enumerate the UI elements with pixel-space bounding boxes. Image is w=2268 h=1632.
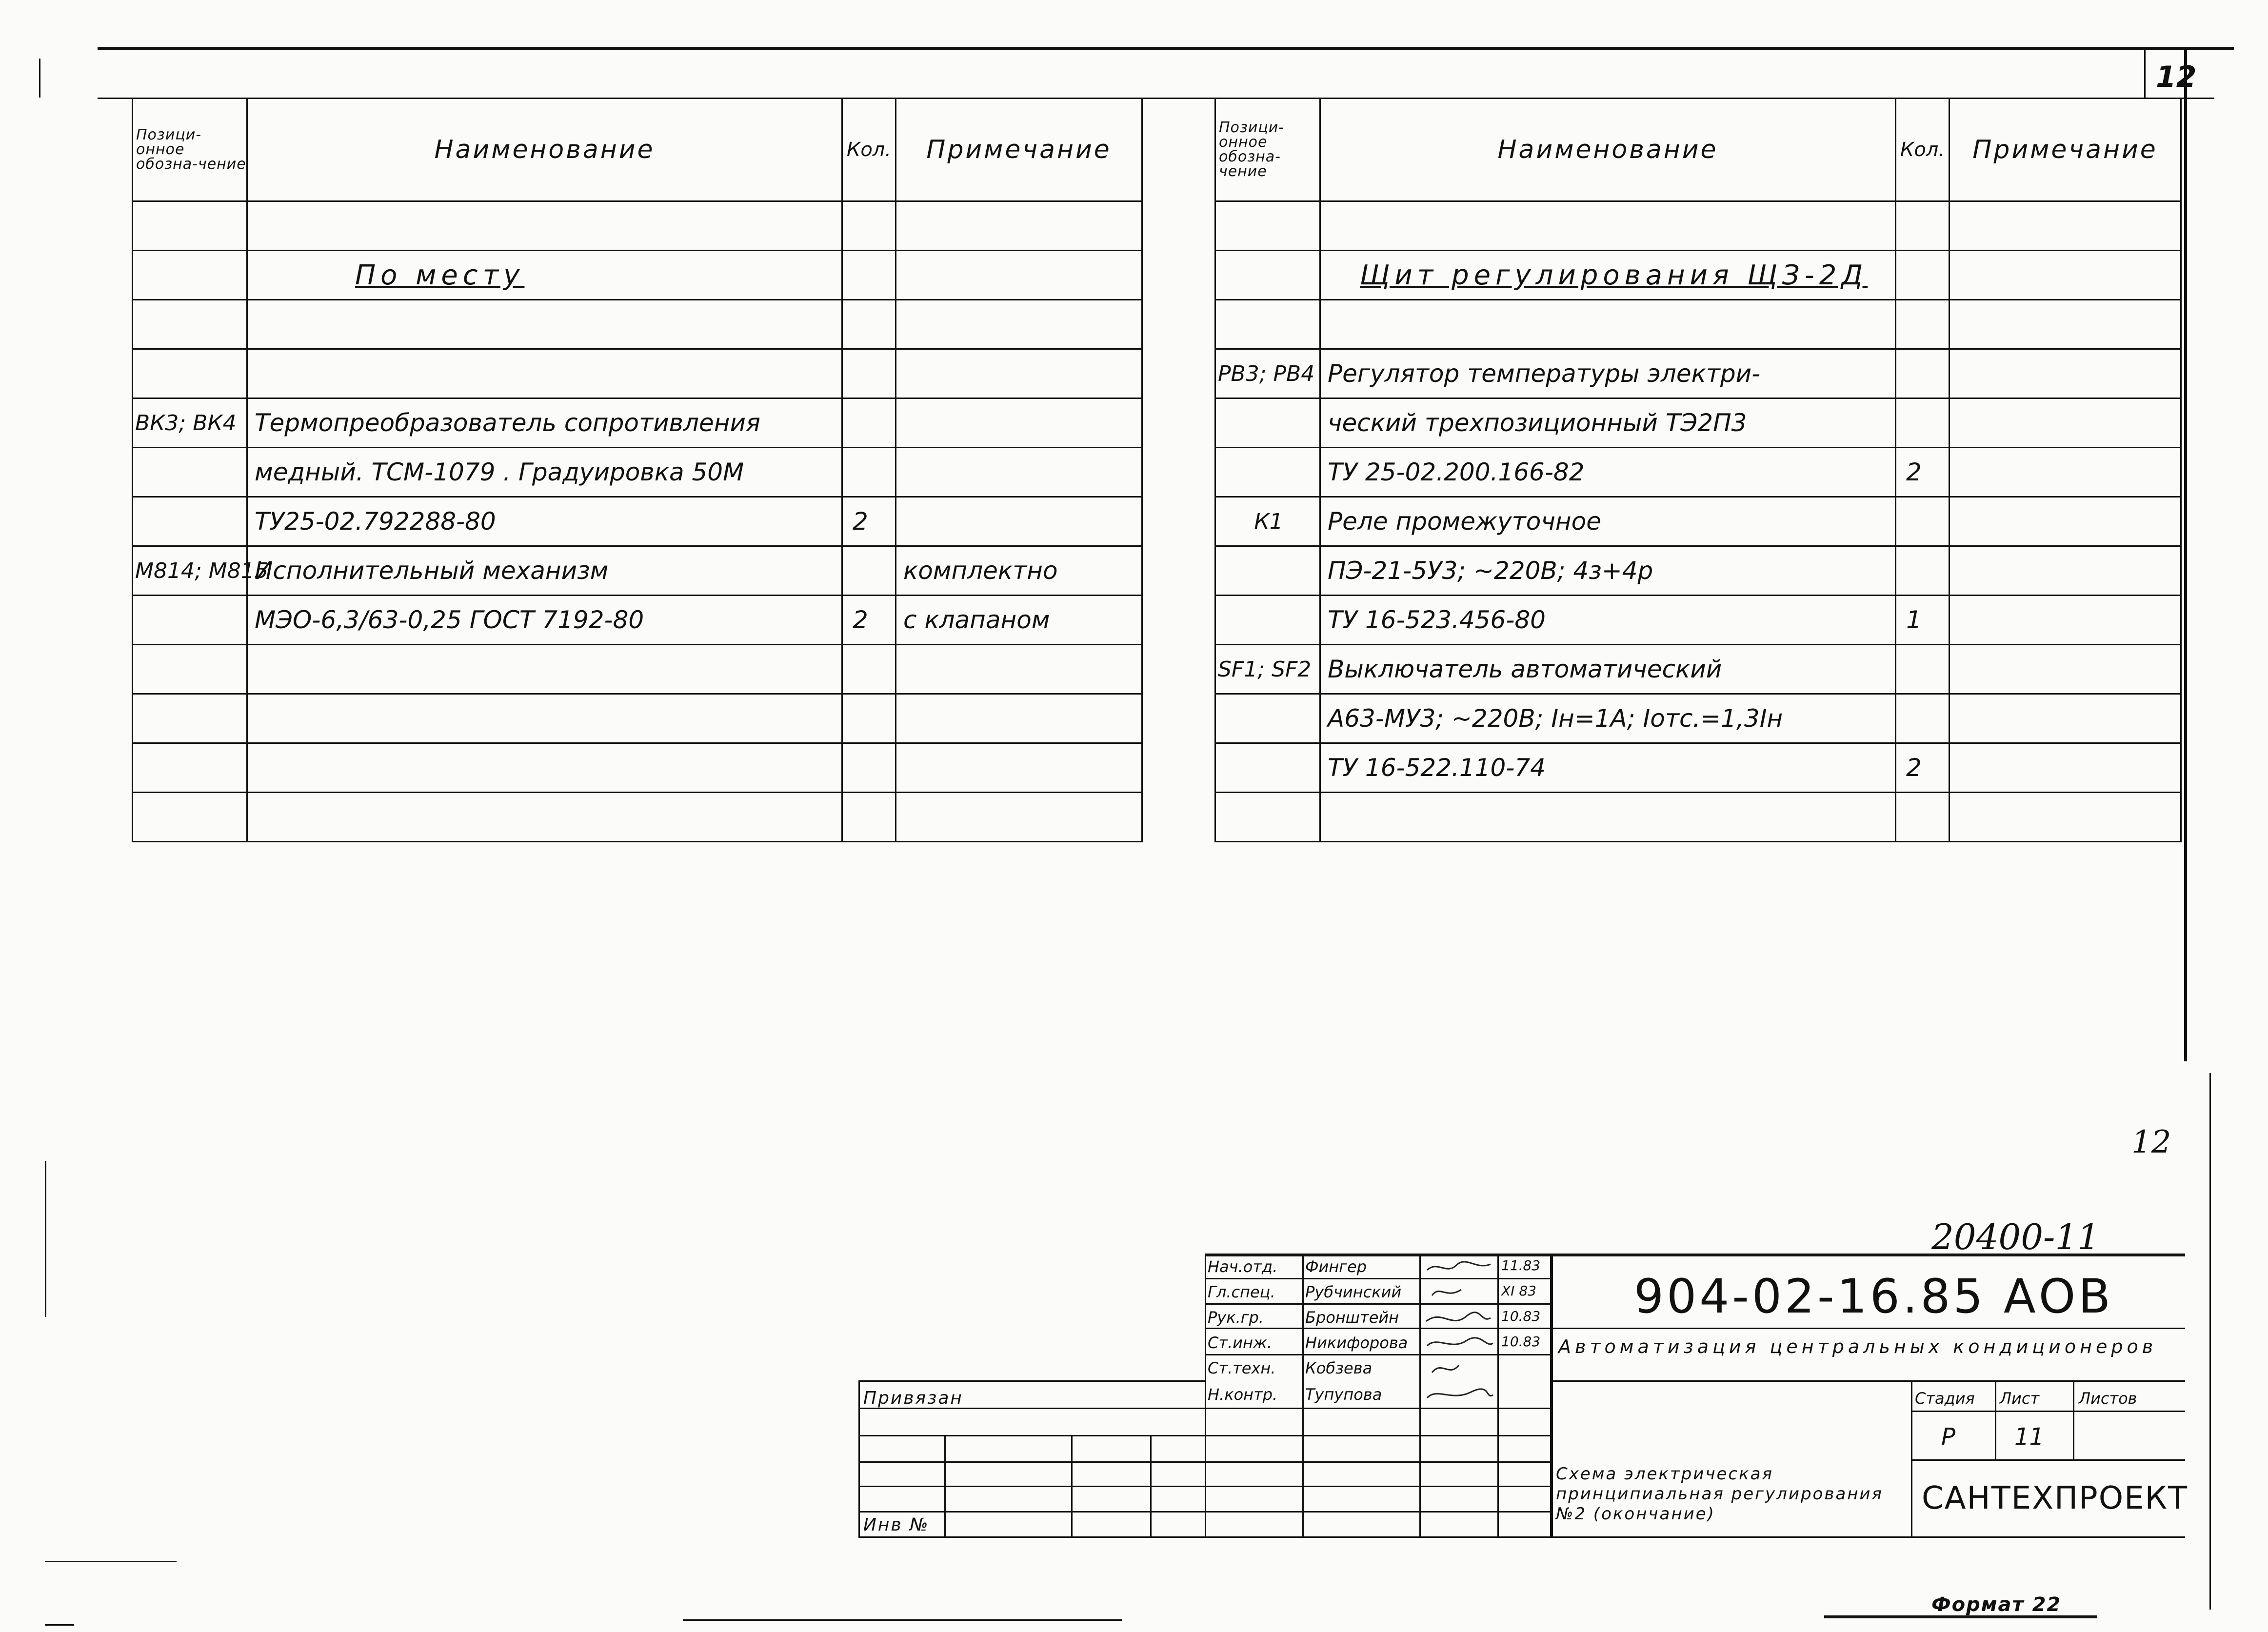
frame-left-mark	[39, 59, 40, 98]
cell-name: ТУ 16-523.456-80	[1320, 596, 1896, 645]
header-position: Позици-онное обозна-чение	[133, 99, 247, 201]
sig-role: Рук.гр.	[1208, 1308, 1264, 1327]
right-spec-table	[1214, 98, 2182, 842]
table-row	[1215, 448, 2181, 497]
cell-name: Реле промежуточное	[1320, 497, 1896, 546]
cell-name: ПЭ-21-5У3; ~220В; 4з+4р	[1320, 546, 1896, 596]
sig-row-line	[858, 1461, 1550, 1463]
tb-vline	[1550, 1254, 1553, 1536]
sig-name: Никифорова	[1305, 1333, 1408, 1352]
table-row	[133, 201, 1142, 251]
frame-right-line	[2184, 47, 2187, 1061]
inventory-number: 20400-11	[1931, 1216, 2100, 1257]
table-row	[133, 349, 1142, 398]
signature-scribbles	[1422, 1255, 1495, 1412]
table-row	[1215, 546, 2181, 596]
header-name: Наименование	[1320, 99, 1896, 201]
sig-row-line	[858, 1435, 1550, 1436]
table-row	[133, 694, 1142, 743]
cell-pos	[133, 694, 247, 743]
cell-qty	[1896, 546, 1950, 596]
table-row	[133, 743, 1142, 793]
cell-qty: 2	[1896, 448, 1950, 497]
cell-pos: М814; М815	[133, 546, 247, 596]
cell-name	[247, 645, 842, 694]
sig-name: Фингер	[1305, 1257, 1367, 1276]
cell-name	[247, 349, 842, 398]
inv-label: Инв №	[863, 1515, 930, 1535]
cell-note: комплектно	[896, 546, 1142, 596]
tb-vline	[1419, 1254, 1421, 1536]
cell-qty	[842, 201, 896, 251]
cell-pos	[1215, 398, 1320, 448]
cell-pos: РВ3; РВ4	[1215, 349, 1320, 398]
cell-qty	[842, 694, 896, 743]
table-row	[1215, 743, 2181, 793]
cell-qty	[1896, 300, 1950, 349]
bottom-edge-mark	[45, 1624, 74, 1626]
cell-qty	[842, 398, 896, 448]
cell-note	[1950, 300, 2181, 349]
frame-right-line-low	[2209, 1073, 2211, 1610]
cell-pos	[1215, 201, 1320, 251]
table-row	[1215, 645, 2181, 694]
cell-note	[896, 645, 1142, 694]
cell-note	[896, 448, 1142, 497]
header-note: Примечание	[896, 99, 1142, 201]
cell-pos	[133, 645, 247, 694]
cell-name	[247, 694, 842, 743]
cell-pos	[133, 251, 247, 300]
header-qty: Кол.	[842, 99, 896, 201]
cell-note	[896, 201, 1142, 251]
tb-vline	[1071, 1435, 1073, 1536]
table-row	[1215, 398, 2181, 448]
cell-note	[896, 743, 1142, 793]
cell-qty: 2	[842, 596, 896, 645]
tied-label: Привязан	[863, 1388, 963, 1408]
table-row	[133, 645, 1142, 694]
tb-line-code-bottom	[1550, 1328, 2185, 1329]
sheet-label: Лист	[2000, 1389, 2040, 1408]
cell-qty	[1896, 201, 1950, 251]
tb-vline	[2073, 1380, 2074, 1459]
sig-role: Гл.спец.	[1208, 1283, 1275, 1301]
table-row	[1215, 694, 2181, 743]
tb-vline	[944, 1435, 946, 1536]
cell-note	[1950, 497, 2181, 546]
cell-note	[1950, 546, 2181, 596]
frame-left-mark-2	[45, 1161, 46, 1317]
project-title-text: Автоматизация центральных кондиционеров	[1558, 1336, 2157, 1357]
cell-name: Термопреобразователь сопротивления	[247, 398, 842, 448]
cell-name: Исполнительный механизм	[247, 546, 842, 596]
table-row	[1215, 349, 2181, 398]
cell-pos: SF1; SF2	[1215, 645, 1320, 694]
section-heading: Щит регулирования ЩЗ-2Д	[1320, 251, 1896, 300]
cell-note	[1950, 743, 2181, 793]
sig-date: 11.83	[1501, 1257, 1541, 1274]
cell-name	[247, 743, 842, 793]
table-row	[133, 596, 1142, 645]
cell-note	[896, 349, 1142, 398]
cell-qty	[1896, 251, 1950, 300]
cell-name	[1320, 201, 1896, 251]
cell-qty	[1896, 349, 1950, 398]
cell-qty	[842, 349, 896, 398]
handwritten-mark: 12	[2131, 1124, 2171, 1160]
tb-line-left-bottom	[858, 1380, 1205, 1382]
cell-qty	[842, 300, 896, 349]
tb-vline	[858, 1380, 860, 1536]
tb-top-line	[1205, 1254, 2185, 1256]
cell-pos	[1215, 251, 1320, 300]
cell-note	[1950, 694, 2181, 743]
cell-qty	[1896, 497, 1950, 546]
cell-pos	[1215, 694, 1320, 743]
sheet-title-text: Схема электрическая принципиальная регулирования №2 (окончание)	[1556, 1464, 1883, 1524]
cell-name	[1320, 793, 1896, 842]
cell-note	[1950, 448, 2181, 497]
cell-qty	[842, 645, 896, 694]
left-spec-table	[132, 98, 1143, 842]
header-position: Позици-онное обозна-чение	[1215, 99, 1320, 201]
cell-pos	[1215, 448, 1320, 497]
sig-date: 10.83	[1501, 1333, 1541, 1350]
frame-top-line	[98, 47, 2234, 50]
sheets-label: Листов	[2079, 1389, 2137, 1408]
cell-pos	[133, 448, 247, 497]
table-header-row	[133, 99, 1142, 201]
tb-vline	[1302, 1254, 1304, 1536]
table-row	[133, 448, 1142, 497]
cell-name: Выключатель автоматический	[1320, 645, 1896, 694]
sig-name: Кобзева	[1305, 1359, 1373, 1377]
project-title	[1558, 1335, 2178, 1359]
sheet-number-box-left	[2144, 47, 2146, 98]
table-row	[1215, 300, 2181, 349]
cell-pos	[1215, 300, 1320, 349]
format-underline	[1824, 1615, 2097, 1618]
cell-note	[896, 694, 1142, 743]
cell-note: с клапаном	[896, 596, 1142, 645]
table-row	[133, 398, 1142, 448]
header-name: Наименование	[247, 99, 842, 201]
cell-pos	[1215, 743, 1320, 793]
sheet-title	[1556, 1464, 1907, 1524]
table-row	[133, 546, 1142, 596]
cell-name: Регулятор температуры электри-	[1320, 349, 1896, 398]
document-code: 904-02-16.85 АОВ	[1634, 1269, 2114, 1324]
header-note: Примечание	[1950, 99, 2181, 201]
cell-pos	[133, 497, 247, 546]
cell-name	[247, 201, 842, 251]
sig-name: Тупупова	[1305, 1385, 1382, 1404]
format-label: Формат 22	[1931, 1593, 2062, 1616]
table-header-row	[1215, 99, 2181, 201]
cell-qty	[842, 546, 896, 596]
tb-vline	[1205, 1254, 1206, 1536]
tb-line-title-bottom	[1550, 1380, 2185, 1382]
cell-note	[1950, 201, 2181, 251]
tb-vline	[1911, 1380, 1912, 1536]
cell-pos	[1215, 793, 1320, 842]
cell-qty	[1896, 793, 1950, 842]
cell-qty	[1896, 645, 1950, 694]
table-row	[1215, 251, 2181, 300]
cell-note	[1950, 645, 2181, 694]
cell-note	[896, 793, 1142, 842]
tb-vline	[1497, 1254, 1499, 1536]
cell-note	[896, 300, 1142, 349]
sig-role: Н.контр.	[1208, 1385, 1278, 1404]
tb-line-bottom	[858, 1536, 2185, 1538]
cell-note	[1950, 349, 2181, 398]
cell-name: ческий трехпозиционный ТЭ2П3	[1320, 398, 1896, 448]
organization: САНТЕХПРОЕКТ	[1922, 1480, 2188, 1516]
cell-note	[1950, 596, 2181, 645]
cell-pos	[133, 793, 247, 842]
sig-role: Ст.инж.	[1208, 1333, 1272, 1352]
bottom-edge-mark	[683, 1619, 1122, 1621]
cell-qty	[842, 793, 896, 842]
sig-name: Бронштейн	[1305, 1308, 1399, 1327]
cell-name: ТУ 25-02.200.166-82	[1320, 448, 1896, 497]
cell-name: ТУ 16-522.110-74	[1320, 743, 1896, 793]
stage-value: Р	[1941, 1423, 1955, 1451]
cell-pos	[1215, 596, 1320, 645]
sig-role: Нач.отд.	[1208, 1257, 1278, 1276]
tb-vline	[1150, 1435, 1152, 1536]
cell-note	[1950, 251, 2181, 300]
section-heading: По месту	[247, 251, 842, 300]
tb-line-stage-header	[1911, 1411, 2185, 1412]
cell-qty	[1896, 694, 1950, 743]
sheet-value: 11	[2014, 1423, 2045, 1451]
table-row	[133, 251, 1142, 300]
cell-name	[247, 793, 842, 842]
cell-qty: 2	[842, 497, 896, 546]
sig-date: 10.83	[1501, 1308, 1541, 1324]
cell-name	[1320, 300, 1896, 349]
cell-name: МЭО-6,3/63-0,25 ГОСТ 7192-80	[247, 596, 842, 645]
cell-name: А63-МУ3; ~220В; Iн=1А; Iотс.=1,3Iн	[1320, 694, 1896, 743]
sig-row-line	[858, 1511, 1550, 1513]
cell-pos	[1215, 546, 1320, 596]
cell-qty: 2	[1896, 743, 1950, 793]
tb-vline	[1995, 1380, 1996, 1459]
cell-name: медный. ТСМ-1079 . Градуировка 50М	[247, 448, 842, 497]
cell-note	[1950, 398, 2181, 448]
table-row	[133, 497, 1142, 546]
sig-row-line	[858, 1486, 1550, 1487]
table-row	[1215, 793, 2181, 842]
cell-qty	[842, 743, 896, 793]
table-row	[133, 300, 1142, 349]
tb-line-stage-bottom	[1911, 1459, 2185, 1461]
table-row	[1215, 596, 2181, 645]
table-row	[1215, 201, 2181, 251]
cell-qty: 1	[1896, 596, 1950, 645]
cell-note	[896, 251, 1142, 300]
cell-name	[247, 300, 842, 349]
cell-note	[1950, 793, 2181, 842]
cell-qty	[842, 448, 896, 497]
table-row	[133, 793, 1142, 842]
header-qty: Кол.	[1896, 99, 1950, 201]
cell-qty	[1896, 398, 1950, 448]
cell-pos: ВК3; ВК4	[133, 398, 247, 448]
stage-label: Стадия	[1915, 1389, 1975, 1408]
table-row	[1215, 497, 2181, 546]
sig-role: Ст.техн.	[1208, 1359, 1276, 1377]
cell-pos	[133, 743, 247, 793]
sig-date: XI 83	[1501, 1283, 1536, 1299]
cell-note	[896, 497, 1142, 546]
cell-pos: К1	[1215, 497, 1320, 546]
cell-pos	[133, 349, 247, 398]
cell-pos	[133, 201, 247, 251]
cell-note	[896, 398, 1142, 448]
cell-qty	[842, 251, 896, 300]
cell-pos	[133, 596, 247, 645]
frame-bottom-stub	[45, 1561, 177, 1562]
cell-pos	[133, 300, 247, 349]
cell-name: ТУ25-02.792288-80	[247, 497, 842, 546]
sheet-number: 12	[2156, 60, 2197, 94]
sig-name: Рубчинский	[1305, 1283, 1402, 1301]
